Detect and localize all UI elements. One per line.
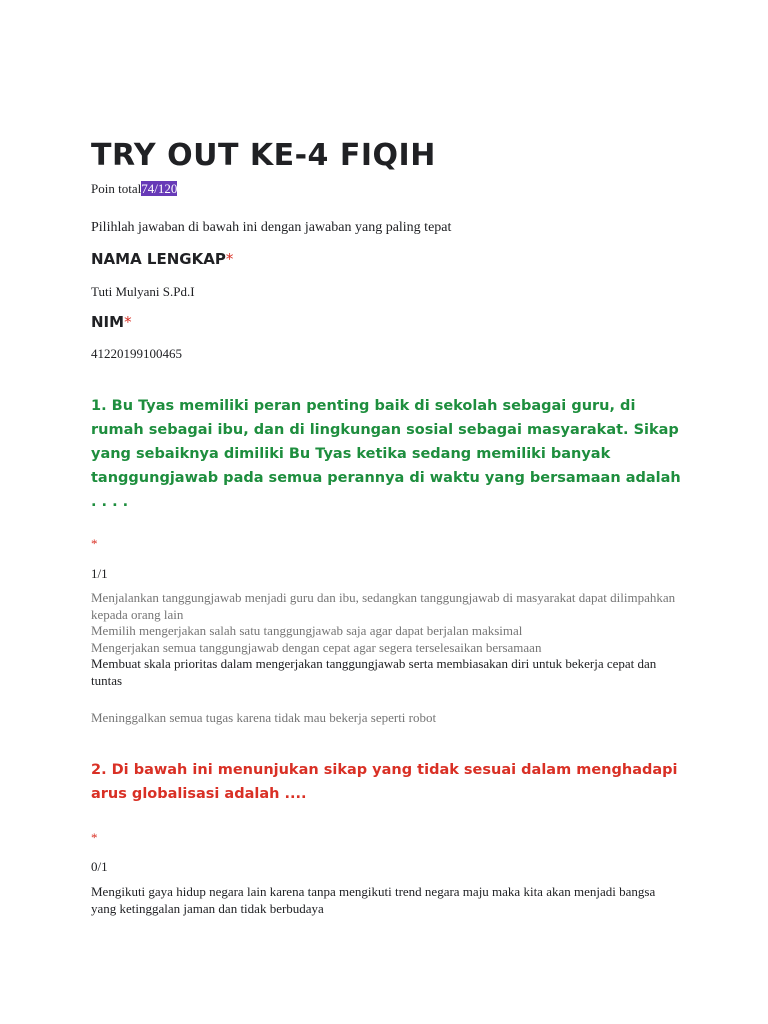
question-1-required-asterisk: * [91, 536, 98, 551]
points-score-badge: 74/120 [141, 181, 178, 196]
question-2-score: 0/1 [91, 859, 108, 874]
question-2-text: 2. Di bawah ini menunjukan sikap yang tidak sesuai dalam menghadapi arus globalisasi adalah .... [91, 762, 678, 802]
form-description: Pilihlah jawaban di bawah ini dengan jawaban yang paling tepat [91, 220, 452, 235]
question-1-score: 1/1 [91, 566, 108, 581]
option-item: Menjalankan tanggungjawab menjadi guru dan ibu, sedangkan tanggungjawab di masyarakat dapat dilimpahkan kepada orang lain [91, 590, 676, 622]
option-item: Mengerjakan semua tanggungjawab dengan cepat agar segera terselesaikan bersamaan [91, 639, 542, 655]
nim-field-label [91, 313, 132, 331]
name-field-label [91, 250, 233, 268]
total-points [91, 181, 177, 197]
form-title: TRY OUT KE-4 FIQIH [91, 138, 436, 173]
nim-label-text: NIM [91, 313, 125, 331]
option-item-selected: Mengikuti gaya hidup negara lain karena tanpa mengikuti trend negara maju maka kita akan menjadi bangsa yang ketinggalan jaman dan tidak berbudaya [91, 884, 656, 916]
option-item-selected: Membuat skala prioritas dalam mengerjakan tanggungjawab serta membiasakan diri untuk bekerja cepat dan tuntas [91, 656, 657, 688]
question-2-options [91, 884, 681, 917]
required-asterisk: * [225, 250, 234, 268]
option-item: Meninggalkan semua tugas karena tidak mau bekerja seperti robot [91, 710, 437, 725]
points-label: Poin total [91, 181, 142, 196]
option-item: Memilih mengerjakan salah satu tanggungjawab saja agar dapat berjalan maksimal [91, 623, 523, 638]
nim-field-value: 41220199100465 [91, 346, 182, 361]
name-field-value: Tuti Mulyani S.Pd.I [91, 284, 195, 299]
question-1-text: 1. Bu Tyas memiliki peran penting baik di sekolah sebagai guru, di rumah sebagai ibu, dan di lingkungan sosial sebagai masyarakat. Sikap yang sebaiknya dimiliki Bu Tyas ketika sedang memiliki banyak tanggungjawab pada semua perannya di waktu yang bersamaan adalah . . . . [91, 398, 681, 510]
question-2-required-asterisk: * [91, 830, 98, 845]
required-asterisk: * [124, 313, 132, 331]
question-1-options [91, 590, 681, 689]
name-label-text: NAMA LENGKAP [91, 250, 226, 268]
